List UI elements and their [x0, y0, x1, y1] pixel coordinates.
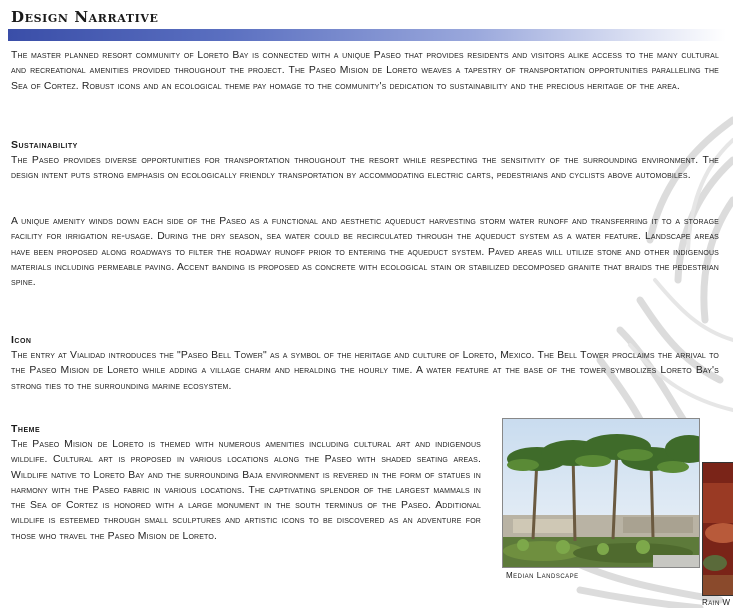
title-gradient-bar: [8, 29, 726, 41]
theme-paragraph: The Paseo Mision de Loreto is themed with numerous amenities including cultural art and indigenous wildlife. Cultural art is proposed in various locations along the Paseo with shaded seating areas. Wildlife native to Loreto Bay and the surrounding Baja environment is revered in the form of statues in harmony with the Paseo fabric in various locations. The captivating splendor of the largest mammals in the Sea of Cortez is honored with a large monument in the south terminus of the Paseo. Additional wildlife is esteemed through small sculptures and artistic icons to be discovered as an adventure for those who travel the Paseo Mision de Loreto.: [11, 439, 481, 542]
median-landscape-caption: Median Landscape: [506, 571, 579, 580]
intro-paragraph: The master planned resort community of Loreto Bay is connected with a unique Paseo that provides residents and visitors alike access to the many cultural and recreational amenities provided throughout the project. The Paseo Mision de Loreto weaves a tapestry of transportation opportunities paralleling the Sea of Cortez. Robust icons and an ecological theme pay homage to the community's dedication to sustainability and the precious heritage of the area.: [11, 50, 719, 92]
sustainability-paragraph-1: The Paseo provides diverse opportunities for transportation throughout the resort while respecting the sensitivity of the surrounding environment. The design intent puts strong emphasis on ecologically friendly transportation by accommodating electric carts, pedestrians and cyclists above automobiles.: [11, 155, 719, 182]
page-title: Design Narrative: [11, 8, 159, 26]
median-landscape-photo: [502, 418, 700, 568]
rain-water-photo: [702, 462, 733, 596]
theme-heading: Theme: [11, 423, 41, 435]
sustainability-heading: Sustainability: [11, 139, 78, 151]
icon-paragraph: The entry at Vialidad introduces the "Paseo Bell Tower" as a symbol of the heritage and culture of Loreto, Mexico. The Bell Tower proclaims the arrival to the Paseo Mision de Loreto while adding a village charm and heralding the hourly time. A water feature at the base of the tower symbolizes Loreto Bay's strong ties to the surrounding marine ecosystem.: [11, 350, 719, 392]
rain-water-caption: Rain W: [702, 598, 731, 607]
sustainability-paragraph-2: A unique amenity winds down each side of the Paseo as a functional and aesthetic aqueduct harvesting storm water runoff and transferring it to a storage facility for irrigation re-usage. During the dry season, sea water could be recirculated through the aqueduct system as a water feature. Landscape areas have been proposed along roadways to filter the roadway runoff prior to entering the aqueduct system. Paved areas will utilize stone and other indigenous materials including permeable paving. Accent banding is proposed as concrete with ecological stain or stabilized decomposed granite that braids the pedestrian spine.: [11, 216, 719, 289]
icon-heading: Icon: [11, 334, 32, 346]
